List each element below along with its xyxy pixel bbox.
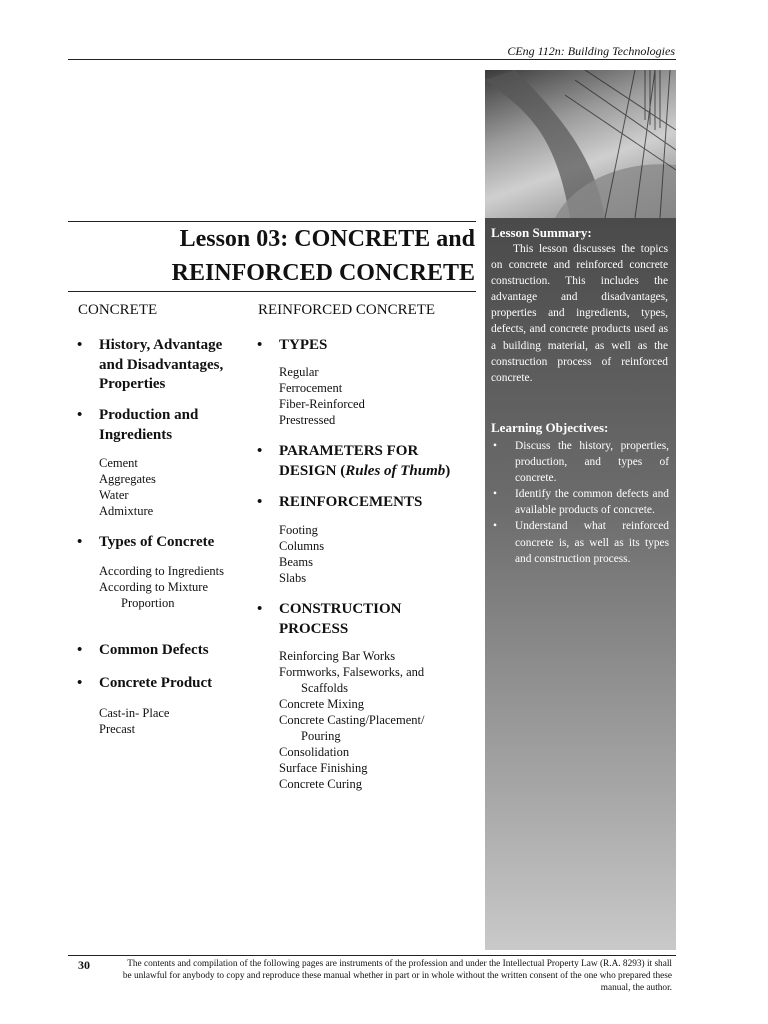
summary-paragraph: This lesson discusses the topics on concrete and reinforced concrete construction. This includes the advantage and disadvantages, properties and ingredients, types, defects, and concrete products used as a building material, as well as the construction process of reinforced concrete. [491,243,668,384]
lesson-sidebar [485,218,676,950]
bullet-icon: • [77,675,83,691]
list-item: Slabs [279,571,307,585]
title-bottom-rule [68,291,476,292]
objective-text: Identify the common defects and available products of concrete. [515,488,669,517]
concrete-column-heading: CONCRETE [78,302,158,318]
list-item: Concrete Curing [279,777,362,791]
topic-line: TYPES [279,337,328,353]
bullet-icon: • [493,488,497,501]
construction-process-list [279,648,424,792]
topic-types-of-concrete [77,533,215,553]
course-header: CEng 112n: Building Technologies [507,44,675,58]
objective-text: Understand what reinforced concrete is, as well as its types and construction process. [515,520,669,565]
bullet-icon: • [77,642,83,658]
topic-parameters [257,442,451,481]
list-item: Proportion [121,596,175,610]
types-list [99,563,224,611]
header-divider [68,59,676,60]
objective-item [491,486,669,518]
product-list [99,705,169,737]
topic-line: PROCESS [279,620,349,637]
topic-line: Properties [99,376,166,392]
list-item: Beams [279,555,314,569]
list-item: Prestressed [279,413,336,427]
learning-objectives-title: Learning Objectives: [491,420,609,435]
reinforced-concrete-column-heading: REINFORCED CONCRETE [258,302,436,318]
topic-reinforcements [257,493,423,513]
topic-line: Ingredients [99,426,173,443]
list-item: Ferrocement [279,381,343,395]
topic-common-defects [77,641,209,661]
list-item: Scaffolds [301,681,348,695]
bullet-icon: • [77,337,83,353]
footer-divider [68,955,676,956]
list-item: Footing [279,523,318,537]
topic-line: Common Defects [99,642,209,658]
topic-line-italic: Rules of Thumb [345,462,446,479]
reinforcements-list [279,522,324,586]
topic-line: and Disadvantages, [99,356,224,373]
topic-line: Concrete Product [99,675,213,691]
lesson-title-line1: Lesson 03: CONCRETE and [179,226,475,252]
list-item: Cement [99,456,138,470]
lesson-summary-title: Lesson Summary: [491,225,592,240]
bullet-icon: • [493,440,497,452]
list-item: According to Ingredients [99,564,224,578]
list-item: Water [99,488,129,502]
list-item: Concrete Casting/Placement/ [279,713,425,727]
topic-line: CONSTRUCTION [279,601,402,617]
topic-line: REINFORCEMENTS [279,494,423,510]
ingredients-list [99,455,156,519]
topic-line: History, Advantage [99,337,223,353]
topic-line: Production and [99,407,199,423]
topic-construction-process [257,600,402,639]
list-item: Columns [279,539,325,553]
bullet-icon: • [257,443,263,459]
topic-line-start: DESIGN ( [279,462,346,479]
list-item: Aggregates [99,472,156,486]
objective-item [491,518,669,566]
list-item: Formworks, Falseworks, and [279,665,425,679]
list-item: Cast-in- Place [99,706,170,720]
list-item: Consolidation [279,745,350,759]
list-item: According to Mixture [99,580,209,594]
list-item: Admixture [99,504,154,518]
bullet-icon: • [77,407,83,423]
list-item: Reinforcing Bar Works [279,649,396,663]
lesson-title [75,222,475,290]
list-item: Pouring [301,729,341,743]
topic-line-end: ) [445,462,451,479]
topic-line: PARAMETERS FOR [279,443,419,459]
objective-text: Discuss the history, properties, production, and types of concrete. [515,440,669,485]
page-number: 30 [78,958,90,972]
topic-line: Types of Concrete [99,534,215,550]
bullet-icon: • [493,520,497,533]
list-item: Concrete Mixing [279,697,365,711]
objective-item [491,438,669,486]
topic-history [77,336,224,395]
list-item: Fiber-Reinforced [279,397,365,411]
copyright-notice: The contents and compilation of the following pages are instruments of the profession and under the Intellectual Property Law (R.A. 8293) it shall be unlawful for anybody to copy and reproduce these manual whether in part or in whole without the written consent of the one who prepared these manual, the author. [122,959,672,993]
topic-concrete-product [77,674,213,694]
topic-production [77,406,199,445]
topic-line [279,462,450,482]
rc-types-list [279,364,365,428]
lesson-summary-text [491,241,668,386]
concrete-pouring-photo [485,70,676,218]
list-item: Precast [99,722,136,736]
bullet-icon: • [257,601,263,617]
bullet-icon: • [257,337,263,353]
lesson-title-line2: REINFORCED CONCRETE [171,260,475,286]
bullet-icon: • [77,534,83,550]
list-item: Surface Finishing [279,761,368,775]
list-item: Regular [279,365,319,379]
bullet-icon: • [257,494,263,510]
topic-types [257,336,328,356]
learning-objectives-list [491,438,669,567]
